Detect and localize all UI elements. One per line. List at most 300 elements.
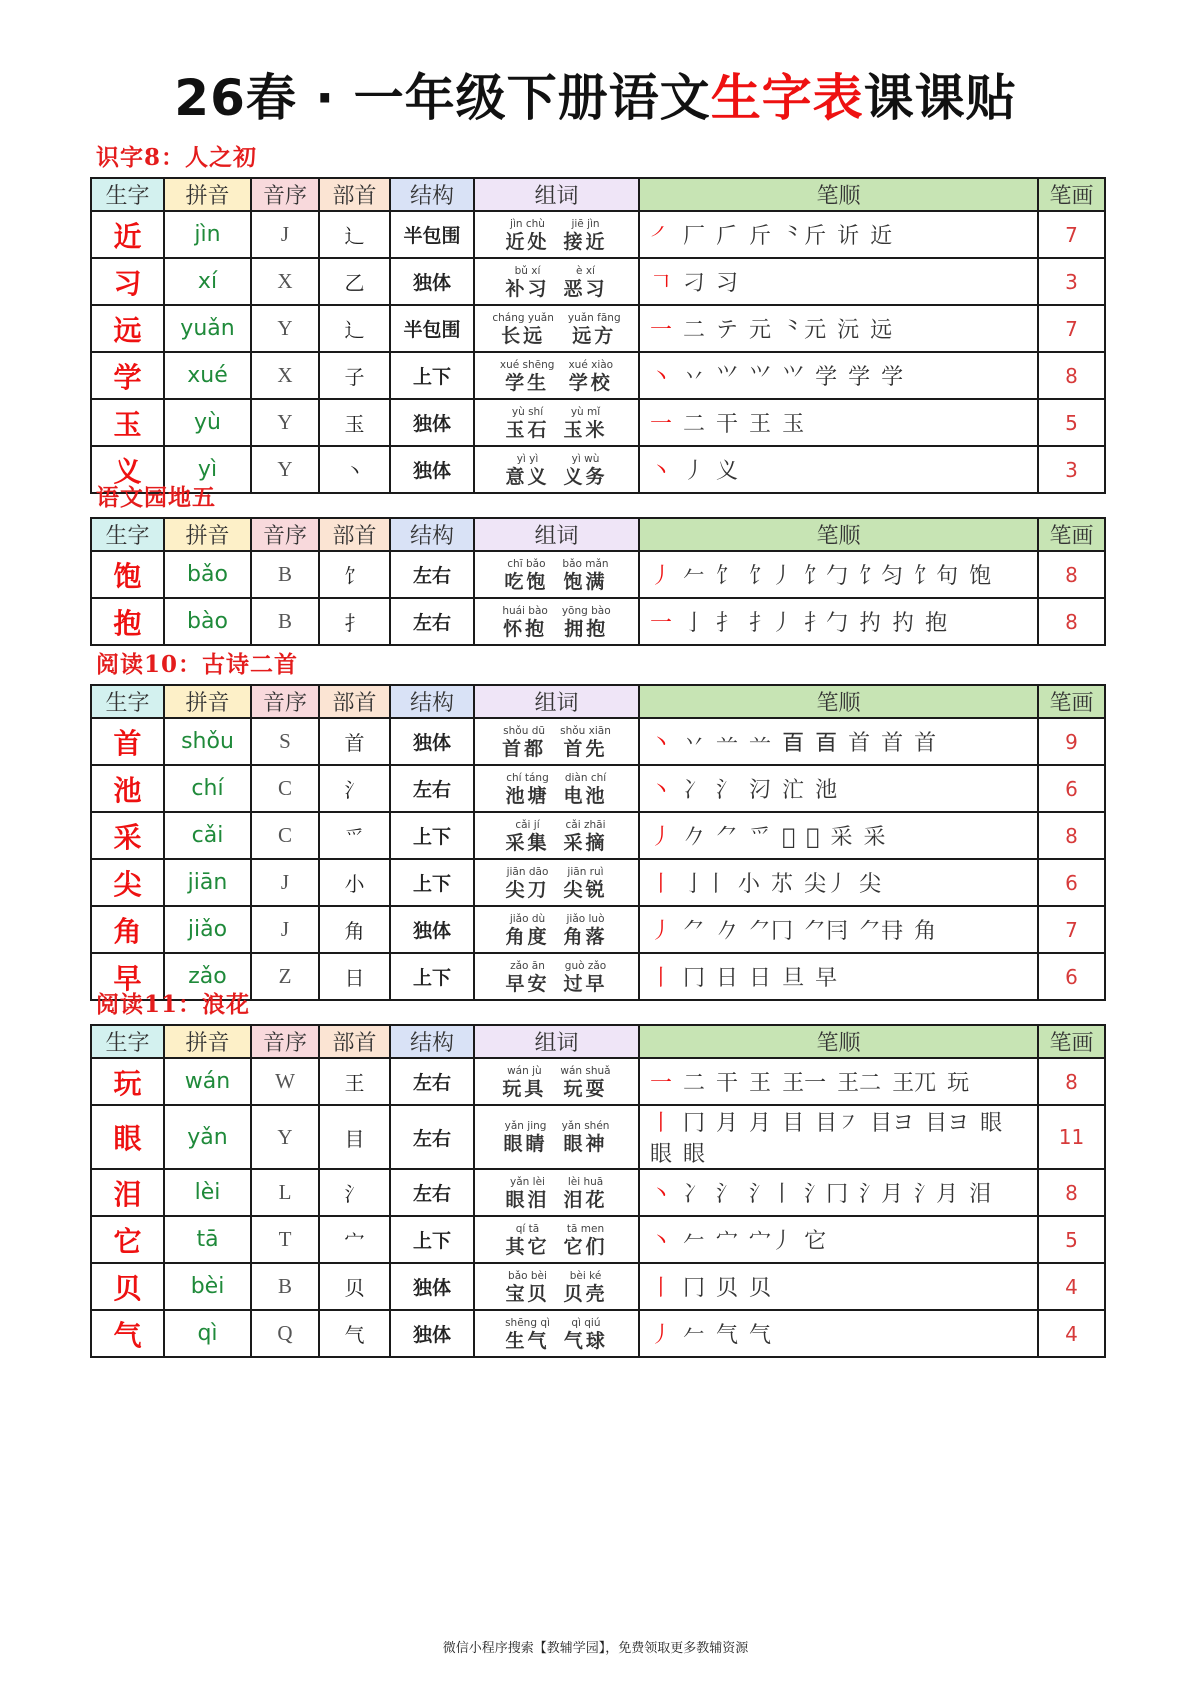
stroke-step: 王一 [782, 1071, 827, 1096]
column-header-zi: 生字 [91, 1025, 164, 1058]
stroke-step: 冂 [683, 1276, 706, 1301]
initial-letter: W [251, 1058, 319, 1105]
stroke-step: 它 [804, 1229, 827, 1254]
stroke-step: 丶 [650, 1182, 673, 1207]
stroke-step: 氵 [716, 1182, 739, 1207]
stroke-step: 玉 [782, 412, 805, 437]
character-table [90, 177, 1106, 494]
word-hanzi: 采集 [505, 831, 550, 854]
word-hanzi: 早安 [505, 972, 550, 995]
stroke-step: 池 [815, 778, 838, 803]
word-combos [474, 551, 639, 598]
stroke-order [639, 551, 1038, 598]
stroke-step: 𠂆 [716, 224, 739, 249]
column-header-zi: 生字 [91, 178, 164, 211]
word-pinyin: bǔ xí [514, 264, 541, 277]
word-item [564, 772, 608, 808]
new-character: 贝 [91, 1263, 164, 1310]
structure: 上下 [390, 953, 474, 1000]
title-prefix: 26春 · 一年级下册语文 [174, 69, 711, 127]
column-header-jg: 结构 [390, 178, 474, 211]
stroke-step: 尖丿 [804, 872, 849, 897]
radical: 扌 [319, 598, 390, 645]
stroke-step: 丿 [650, 1323, 673, 1348]
stroke-step: 目 [782, 1111, 805, 1136]
word-hanzi: 过早 [563, 972, 608, 995]
word-hanzi: 意义 [505, 465, 550, 488]
structure: 独体 [390, 1310, 474, 1357]
new-character: 抱 [91, 598, 164, 645]
table-row [91, 718, 1105, 765]
column-header-bs: 部首 [319, 178, 390, 211]
stroke-step: 斤 [749, 224, 772, 249]
word-item [504, 1120, 548, 1156]
stroke-order [639, 765, 1038, 812]
word-pinyin: lèi huā [567, 1175, 604, 1188]
radical: 辶 [319, 211, 390, 258]
stroke-step: 䒕 [771, 872, 794, 897]
initial-letter: X [251, 352, 319, 399]
word-pinyin: jiǎo luò [566, 912, 605, 925]
stroke-count: 7 [1038, 211, 1105, 258]
stroke-count: 6 [1038, 859, 1105, 906]
word-hanzi: 尖刀 [505, 878, 550, 901]
stroke-step: 丶 [650, 778, 673, 803]
pinyin: jiān [164, 859, 251, 906]
stroke-step: 月 [749, 1111, 772, 1136]
stroke-step: 丶 [650, 731, 673, 756]
table-row [91, 859, 1105, 906]
word-pinyin: yuǎn fāng [567, 311, 621, 324]
word-combos [474, 1105, 639, 1169]
radical: 日 [319, 953, 390, 1000]
new-character: 它 [91, 1216, 164, 1263]
stroke-step: 𠃍 [650, 271, 673, 296]
stroke-order [639, 718, 1038, 765]
stroke-step: 泪 [969, 1182, 992, 1207]
column-header-jg: 结构 [390, 1025, 474, 1058]
table-row [91, 1310, 1105, 1357]
stroke-step: 𫝀 [782, 825, 796, 850]
word-pinyin: yù shí [511, 405, 544, 418]
word-item [505, 866, 549, 902]
stroke-step: 䒑 [749, 731, 772, 756]
word-combos [474, 1216, 639, 1263]
word-hanzi: 电池 [563, 784, 608, 807]
word-pinyin: qì qiú [571, 1316, 601, 1329]
stroke-step: 氵冂 [804, 1182, 849, 1207]
stroke-count: 7 [1038, 906, 1105, 953]
word-combos [474, 1058, 639, 1105]
table-header-row [91, 518, 1105, 551]
stroke-step: 丷 [683, 365, 706, 390]
structure: 左右 [390, 1058, 474, 1105]
word-pinyin: xué shēng [499, 358, 555, 371]
radical: 目 [319, 1105, 390, 1169]
stroke-step: 气 [749, 1323, 772, 1348]
stroke-step: 冂 [683, 1111, 706, 1136]
stroke-step: 首 [914, 731, 937, 756]
word-pinyin: yǎn jing [504, 1120, 547, 1132]
stroke-step: 贝 [749, 1276, 772, 1301]
stroke-order [639, 906, 1038, 953]
word-hanzi: 尖锐 [563, 878, 608, 901]
column-header-zc: 组词 [474, 685, 639, 718]
radical: 乙 [319, 258, 390, 305]
column-header-py: 拼音 [164, 685, 251, 718]
stroke-step: 眼 [683, 1142, 706, 1167]
stroke-step: 近 [870, 224, 893, 249]
word-item [502, 1065, 546, 1101]
column-header-bsn: 笔顺 [639, 1025, 1038, 1058]
word-pinyin: qí tā [515, 1222, 540, 1235]
stroke-step: 丷 [683, 731, 706, 756]
table-row [91, 906, 1105, 953]
word-combos [474, 859, 639, 906]
new-character: 眼 [91, 1105, 164, 1169]
word-item [502, 605, 548, 641]
word-hanzi: 其它 [505, 1235, 550, 1258]
stroke-step: 丿 [650, 564, 673, 589]
stroke-step: 眼 [650, 1142, 673, 1167]
stroke-step: ⺀元 [782, 318, 827, 343]
section-title: 识字8：人之初 [96, 144, 258, 171]
character-table [90, 517, 1106, 646]
initial-letter: J [251, 211, 319, 258]
word-hanzi: 拥抱 [564, 617, 609, 640]
stroke-count: 3 [1038, 258, 1105, 305]
initial-letter: C [251, 765, 319, 812]
stroke-step: 眼 [980, 1111, 1003, 1136]
initial-letter: Y [251, 399, 319, 446]
stroke-step: 一 [650, 412, 673, 437]
structure: 上下 [390, 812, 474, 859]
column-header-bh: 笔画 [1038, 178, 1105, 211]
column-header-zc: 组词 [474, 178, 639, 211]
stroke-order [639, 598, 1038, 645]
word-item [564, 866, 608, 902]
stroke-step: 早 [815, 966, 838, 991]
table-row [91, 1058, 1105, 1105]
word-hanzi: 眼神 [563, 1133, 608, 1155]
stroke-order [639, 352, 1038, 399]
stroke-count: 6 [1038, 953, 1105, 1000]
radical: 氵 [319, 765, 390, 812]
word-hanzi: 长远 [501, 324, 546, 347]
stroke-step: 饣 [716, 564, 739, 589]
pinyin: zǎo [164, 953, 251, 1000]
radical: 玉 [319, 399, 390, 446]
initial-letter: J [251, 906, 319, 953]
initial-letter: Z [251, 953, 319, 1000]
section-title: 语文园地五 [96, 484, 216, 511]
stroke-step: 丶 [650, 459, 673, 484]
table-row [91, 399, 1105, 446]
word-item [568, 312, 621, 348]
stroke-step: 一 [650, 318, 673, 343]
structure: 独体 [390, 446, 474, 493]
word-pinyin: jiān dāo [506, 865, 549, 878]
new-character: 泪 [91, 1169, 164, 1216]
pinyin: qì [164, 1310, 251, 1357]
pinyin: yuǎn [164, 305, 251, 352]
word-hanzi: 贝壳 [563, 1282, 608, 1305]
stroke-order [639, 1263, 1038, 1310]
radical: 角 [319, 906, 390, 953]
word-combos [474, 718, 639, 765]
stroke-count: 3 [1038, 446, 1105, 493]
new-character: 早 [91, 953, 164, 1000]
word-hanzi: 玩耍 [563, 1077, 608, 1100]
word-item [505, 265, 549, 301]
word-pinyin: xué xiào [568, 358, 614, 371]
stroke-step: テ [716, 318, 739, 343]
stroke-step: 䒑 [716, 731, 739, 756]
stroke-step: 饣句 [914, 564, 959, 589]
structure: 半包围 [390, 211, 474, 258]
stroke-count: 8 [1038, 352, 1105, 399]
new-character: 义 [91, 446, 164, 493]
word-hanzi: 接近 [563, 230, 608, 253]
column-header-bs: 部首 [319, 685, 390, 718]
stroke-step: 饣丿 [749, 564, 794, 589]
column-header-bh: 笔画 [1038, 685, 1105, 718]
table-header-row [91, 685, 1105, 718]
stroke-step: 氵 [716, 778, 739, 803]
radical: 爫 [319, 812, 390, 859]
radical: 小 [319, 859, 390, 906]
stroke-step: 丨 [650, 872, 673, 897]
radical: 宀 [319, 1216, 390, 1263]
column-header-zc: 组词 [474, 1025, 639, 1058]
stroke-count: 8 [1038, 551, 1105, 598]
word-item [564, 406, 608, 442]
stroke-step: 角 [914, 919, 937, 944]
stroke-step: 学 [881, 365, 904, 390]
word-pinyin: cǎi jí [515, 818, 540, 831]
new-character: 首 [91, 718, 164, 765]
word-pinyin: yì yì [516, 452, 539, 465]
table-row [91, 305, 1105, 352]
stroke-count: 11 [1038, 1105, 1105, 1169]
column-header-py: 拼音 [164, 518, 251, 551]
lesson-section [90, 143, 1104, 494]
word-hanzi: 首都 [502, 737, 547, 760]
word-combos [474, 399, 639, 446]
pinyin: xí [164, 258, 251, 305]
word-hanzi: 泪花 [563, 1188, 608, 1211]
stroke-step: 丨 [650, 966, 673, 991]
word-combos [474, 1263, 639, 1310]
word-hanzi: 学校 [568, 371, 613, 394]
stroke-step: 气 [716, 1323, 739, 1348]
stroke-step: 丨 [650, 1276, 673, 1301]
word-pinyin: yōng bào [561, 604, 611, 617]
pinyin: bèi [164, 1263, 251, 1310]
initial-letter: T [251, 1216, 319, 1263]
initial-letter: C [251, 812, 319, 859]
word-pinyin: diàn chí [564, 771, 607, 784]
word-hanzi: 玉石 [505, 418, 550, 441]
stroke-step: ㇒ [650, 224, 673, 249]
word-item [505, 1223, 549, 1259]
word-pinyin: wán shuǎ [560, 1064, 611, 1077]
table-header-row [91, 178, 1105, 211]
pinyin: chí [164, 765, 251, 812]
word-hanzi: 玉米 [563, 418, 608, 441]
word-hanzi: 池塘 [505, 784, 550, 807]
initial-letter: Y [251, 446, 319, 493]
stroke-step: 丶 [650, 365, 673, 390]
stroke-order [639, 305, 1038, 352]
stroke-step: 王 [749, 412, 772, 437]
word-pinyin: guò zǎo [564, 959, 607, 972]
word-hanzi: 它们 [563, 1235, 608, 1258]
column-header-bh: 笔画 [1038, 1025, 1105, 1058]
word-combos [474, 1310, 639, 1357]
column-header-zi: 生字 [91, 518, 164, 551]
radical: 丶 [319, 446, 390, 493]
word-item [564, 265, 608, 301]
word-hanzi: 近处 [505, 230, 550, 253]
initial-letter: B [251, 551, 319, 598]
stroke-step: ⺍ [749, 365, 772, 390]
stroke-step: 目ヨ [925, 1111, 970, 1136]
title-highlight: 生字表 [710, 69, 864, 127]
word-item [505, 1317, 550, 1353]
stroke-step: 习 [716, 271, 739, 296]
stroke-step: 𦣻 [782, 731, 805, 756]
stroke-step: 王 [749, 1071, 772, 1096]
stroke-step: 宀丿 [749, 1229, 794, 1254]
stroke-count: 7 [1038, 305, 1105, 352]
word-pinyin: jiē jìn [571, 217, 600, 230]
stroke-step: ⺍ [716, 365, 739, 390]
word-hanzi: 玩具 [502, 1077, 547, 1100]
stroke-step: 目㇇ [815, 1111, 860, 1136]
word-item [564, 1270, 608, 1306]
stroke-step: 抱 [925, 611, 948, 636]
word-combos [474, 305, 639, 352]
word-hanzi: 远方 [572, 324, 617, 347]
stroke-step: 一 [650, 1071, 673, 1096]
stroke-step: 𠂉 [683, 1323, 706, 1348]
stroke-step: 冂 [683, 966, 706, 991]
word-item [560, 1065, 610, 1101]
stroke-step: 丨 [650, 1111, 673, 1136]
structure: 上下 [390, 1216, 474, 1263]
character-table [90, 1024, 1106, 1358]
stroke-order [639, 1105, 1038, 1169]
word-pinyin: jiǎo dù [509, 912, 546, 925]
stroke-count: 8 [1038, 1169, 1105, 1216]
stroke-count: 8 [1038, 1058, 1105, 1105]
structure: 独体 [390, 718, 474, 765]
word-hanzi: 首先 [563, 737, 608, 760]
word-hanzi: 吃饱 [504, 570, 549, 593]
word-item [492, 312, 553, 348]
structure: 左右 [390, 598, 474, 645]
stroke-step: 小 [738, 872, 761, 897]
stroke-step: 旦 [782, 966, 805, 991]
pinyin: wán [164, 1058, 251, 1105]
pinyin: shǒu [164, 718, 251, 765]
word-combos [474, 765, 639, 812]
pinyin: jìn [164, 211, 251, 258]
initial-letter: B [251, 598, 319, 645]
word-pinyin: bǎo bèi [508, 1269, 547, 1282]
word-hanzi: 生气 [505, 1329, 550, 1352]
stroke-step: 贝 [716, 1276, 739, 1301]
word-item [505, 218, 549, 254]
stroke-step: 王二 [837, 1071, 882, 1096]
word-pinyin: tā men [566, 1222, 605, 1235]
stroke-step: 氵月 [859, 1182, 904, 1207]
column-header-yx: 音序 [251, 518, 319, 551]
lesson-section [90, 990, 1104, 1358]
stroke-step: 饣勹 [804, 564, 849, 589]
stroke-order [639, 1169, 1038, 1216]
table-row [91, 352, 1105, 399]
stroke-step: 丿 [683, 459, 706, 484]
radical: 王 [319, 1058, 390, 1105]
stroke-step: ⺈冄 [859, 919, 904, 944]
radical: 子 [319, 352, 390, 399]
word-combos [474, 1169, 639, 1216]
word-pinyin: è xí [576, 264, 595, 277]
initial-letter: Q [251, 1310, 319, 1357]
stroke-step: 爫 [749, 825, 772, 850]
stroke-step: 二 [683, 412, 706, 437]
new-character: 饱 [91, 551, 164, 598]
stroke-step: 刁 [683, 271, 706, 296]
table-row [91, 1105, 1105, 1169]
new-character: 习 [91, 258, 164, 305]
pinyin: jiǎo [164, 906, 251, 953]
word-item [505, 772, 549, 808]
stroke-step: 厂 [683, 224, 706, 249]
column-header-bs: 部首 [319, 518, 390, 551]
stroke-order [639, 859, 1038, 906]
stroke-step: 扚 [859, 611, 882, 636]
word-combos [474, 211, 639, 258]
word-hanzi: 宝贝 [505, 1282, 550, 1305]
pinyin: tā [164, 1216, 251, 1263]
stroke-step: 冫 [683, 1182, 706, 1207]
word-item [562, 605, 611, 641]
column-header-zi: 生字 [91, 685, 164, 718]
stroke-step: 扚 [892, 611, 915, 636]
word-combos [474, 258, 639, 305]
word-item [504, 558, 548, 594]
word-item [564, 913, 608, 949]
stroke-count: 8 [1038, 598, 1105, 645]
word-combos [474, 598, 639, 645]
stroke-step: 𭕄 [782, 365, 805, 390]
stroke-step: 采 [863, 825, 886, 850]
pinyin: bào [164, 598, 251, 645]
column-header-yx: 音序 [251, 685, 319, 718]
word-hanzi: 饱满 [563, 570, 608, 593]
stroke-step: 日 [749, 966, 772, 991]
stroke-step: 元 [749, 318, 772, 343]
stroke-step: 氵丨 [749, 1182, 794, 1207]
pinyin: lèi [164, 1169, 251, 1216]
stroke-step: 𠂊 [683, 825, 706, 850]
stroke-step: 扌丿 [749, 611, 794, 636]
stroke-step: 玩 [947, 1071, 970, 1096]
stroke-order [639, 211, 1038, 258]
